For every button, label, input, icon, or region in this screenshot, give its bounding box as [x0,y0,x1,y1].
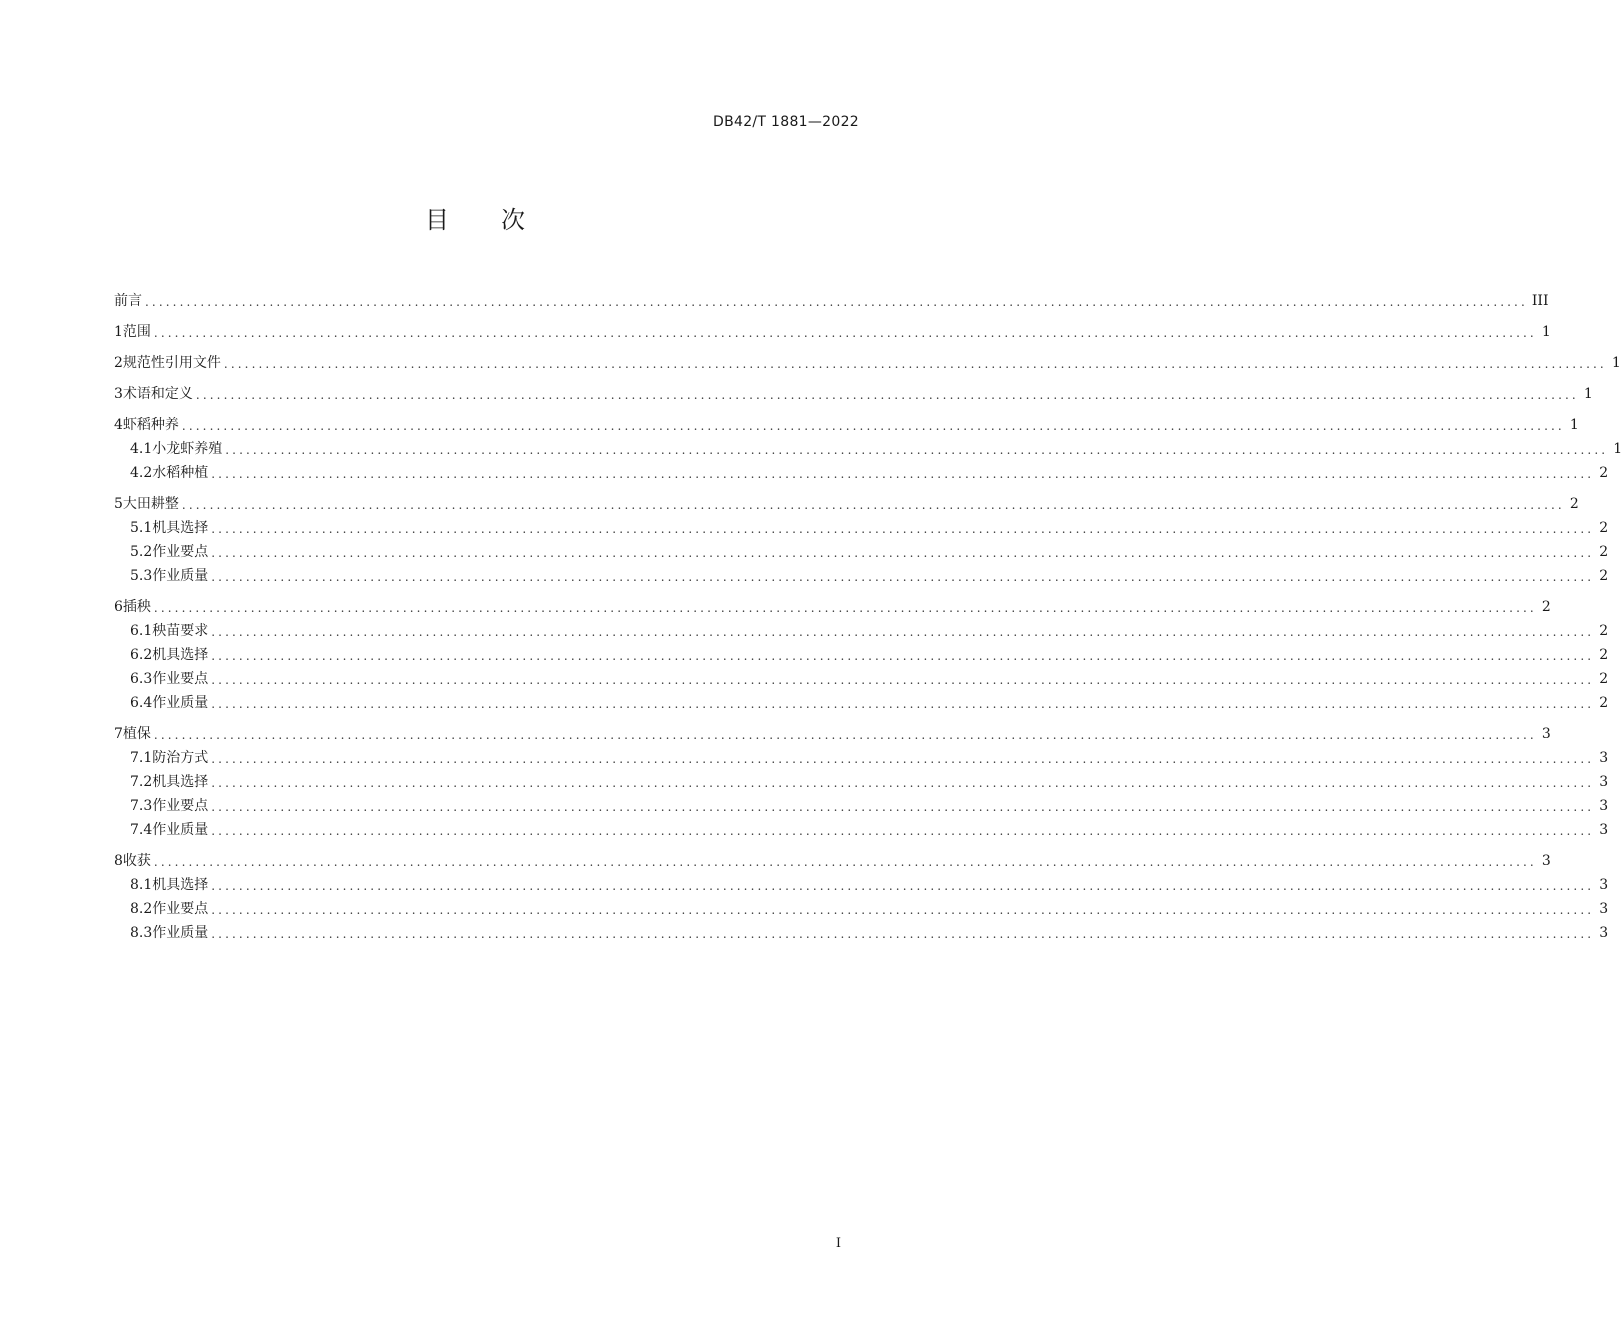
toc-entry-label: 作业要点 [152,544,209,560]
toc-dot-leader: ........................................................................................................................................................................................................ [211,879,1595,893]
toc-entry-label: 范围 [122,324,151,340]
toc-dot-leader: ........................................................................................................................................................................................................ [223,357,1607,371]
toc-entry-label: 插秧 [122,599,151,615]
toc-entry[interactable] [114,664,1609,688]
toc-entry-number: 4.1 [130,441,153,457]
toc-entry-page: III [1531,293,1549,309]
toc-entry-label: 作业质量 [152,695,209,711]
toc-dot-leader: ........................................................................................................................................................................................................ [211,673,1595,687]
toc-entry-page: 3 [1599,877,1609,893]
toc-entry-page: 1 [1541,324,1551,340]
toc-entry-page: 2 [1599,568,1609,584]
toc-dot-leader: ........................................................................................................................................................................................................ [211,649,1595,663]
toc-dot-leader: ........................................................................................................................................................................................................ [153,728,1537,742]
toc-entry-page: 1 [1613,441,1622,457]
toc-entry-label: 小龙虾养殖 [152,441,223,457]
toc-entry-number: 1 [114,324,123,340]
toc-entry-number: 6 [114,599,123,615]
toc-entry-label: 虾稻种养 [122,417,179,433]
toc-entry-number: 6.1 [130,623,153,639]
title-part-2: 次 [501,206,525,234]
toc-entry-page: 1 [1583,386,1593,402]
toc-entry-label: 作业质量 [152,925,209,941]
toc-entry-number: 2 [114,355,123,371]
toc-entry[interactable] [114,719,1551,743]
toc-entry-number: 7.4 [130,822,153,838]
toc-entry-label: 规范性引用文件 [122,355,221,371]
toc-dot-leader: ........................................................................................................................................................................................................ [225,443,1609,457]
toc-entry-label: 前言 [114,293,142,309]
toc-entry-number: 4.2 [130,465,153,481]
toc-entry[interactable] [114,688,1609,712]
toc-entry[interactable] [114,286,1549,310]
toc-dot-leader: ........................................................................................................................................................................................................ [211,570,1595,584]
toc-entry-label: 大田耕整 [122,496,179,512]
toc-entry-page: 3 [1599,822,1609,838]
toc-entry-number: 5.1 [130,520,153,536]
toc-entry[interactable] [114,616,1609,640]
toc-entry-page: 2 [1541,599,1551,615]
toc-dot-leader: ........................................................................................................................................................................................................ [211,522,1595,536]
toc-entry[interactable] [114,815,1609,839]
toc-entry[interactable] [114,791,1609,815]
toc-entry-page: 1 [1569,417,1579,433]
toc-entry[interactable] [114,434,1622,458]
toc-entry-number: 6.2 [130,647,153,663]
toc-entry-page: 2 [1599,465,1609,481]
document-code: DB42/T 1881—2022 [713,114,859,130]
toc-dot-leader: ........................................................................................................................................................................................................ [211,467,1595,481]
toc-entry[interactable] [114,348,1621,372]
toc-entry-page: 2 [1569,496,1579,512]
toc-entry[interactable] [114,489,1579,513]
toc-dot-leader: ........................................................................................................................................................................................................ [211,546,1595,560]
toc-entry-number: 7 [114,726,123,742]
toc-entry-number: 6.4 [130,695,153,711]
toc-entry[interactable] [114,317,1551,341]
toc-entry-label: 作业质量 [152,568,209,584]
toc-dot-leader: ........................................................................................................................................................................................................ [211,776,1595,790]
toc-entry-page: 3 [1599,925,1609,941]
toc-entry-page: 2 [1599,695,1609,711]
title-part-1: 目 [425,206,449,234]
toc-entry-page: 3 [1599,798,1609,814]
toc-entry-number: 5 [114,496,123,512]
toc-entry[interactable] [114,846,1551,870]
toc-dot-leader: ........................................................................................................................................................................................................ [211,625,1595,639]
toc-entry-label: 防治方式 [152,750,209,766]
toc-entry-number: 3 [114,386,123,402]
toc-entry[interactable] [114,410,1579,434]
toc-dot-leader: ........................................................................................................................................................................................................ [211,927,1595,941]
toc-dot-leader: ........................................................................................................................................................................................................ [181,498,1565,512]
toc-entry-number: 7.1 [130,750,153,766]
toc-dot-leader: ........................................................................................................................................................................................................ [211,903,1595,917]
toc-entry-page: 3 [1599,774,1609,790]
toc-dot-leader: ........................................................................................................................................................................................................ [181,419,1565,433]
toc-entry-label: 作业质量 [152,822,209,838]
toc-entry[interactable] [114,640,1609,664]
toc-entry[interactable] [114,458,1609,482]
toc-entry-label: 作业要点 [152,671,209,687]
toc-entry-page: 3 [1541,853,1551,869]
toc-entry[interactable] [114,743,1609,767]
toc-entry-label: 机具选择 [152,877,209,893]
toc-entry-number: 7.3 [130,798,153,814]
toc-entry-label: 作业要点 [152,901,209,917]
toc-entry[interactable] [114,918,1609,942]
toc-entry[interactable] [114,870,1609,894]
toc-entry-page: 2 [1599,520,1609,536]
toc-dot-leader: ........................................................................................................................................................................................................ [145,295,1528,309]
toc-entry-label: 术语和定义 [122,386,193,402]
page-number: I [835,1236,841,1251]
toc-entry-label: 植保 [122,726,151,742]
toc-entry[interactable] [114,561,1609,585]
toc-entry-number: 7.2 [130,774,153,790]
toc-entry[interactable] [114,513,1609,537]
toc-dot-leader: ........................................................................................................................................................................................................ [211,752,1595,766]
toc-entry-label: 水稻种植 [152,465,209,481]
toc-entry-label: 机具选择 [152,647,209,663]
toc-dot-leader: ........................................................................................................................................................................................................ [211,800,1595,814]
toc-entry-number: 6.3 [130,671,153,687]
toc-entry-number: 5.3 [130,568,153,584]
toc-dot-leader: ........................................................................................................................................................................................................ [211,824,1595,838]
toc-entry-label: 机具选择 [152,774,209,790]
toc-entry-page: 3 [1599,750,1609,766]
toc-entry[interactable] [114,537,1609,561]
toc-entry[interactable] [114,592,1551,616]
toc-entry-label: 机具选择 [152,520,209,536]
toc-dot-leader: ........................................................................................................................................................................................................ [211,697,1595,711]
toc-entry-page: 2 [1599,623,1609,639]
toc-entry-page: 2 [1599,544,1609,560]
toc-entry[interactable] [114,379,1593,403]
toc-entry-label: 作业要点 [152,798,209,814]
toc-entry-number: 8.3 [130,925,153,941]
toc-entry-page: 2 [1599,671,1609,687]
toc-entry-page: 3 [1541,726,1551,742]
toc-entry[interactable] [114,894,1609,918]
toc-entry-number: 8.1 [130,877,153,893]
toc-dot-leader: ........................................................................................................................................................................................................ [153,326,1537,340]
toc-entry-page: 1 [1611,355,1621,371]
toc-entry-page: 3 [1599,901,1609,917]
toc-dot-leader: ........................................................................................................................................................................................................ [153,601,1537,615]
toc-dot-leader: ........................................................................................................................................................................................................ [153,855,1537,869]
toc-entry-number: 8 [114,853,123,869]
page-title [0,200,950,235]
toc-entry-label: 秧苗要求 [152,623,209,639]
toc-dot-leader: ........................................................................................................................................................................................................ [195,388,1579,402]
toc-entry[interactable] [114,767,1609,791]
toc-entry-number: 8.2 [130,901,153,917]
toc-entry-number: 4 [114,417,123,433]
toc-entry-label: 收获 [122,853,151,869]
toc-entry-number: 5.2 [130,544,153,560]
toc-entry-page: 2 [1599,647,1609,663]
table-of-contents [114,286,1622,942]
